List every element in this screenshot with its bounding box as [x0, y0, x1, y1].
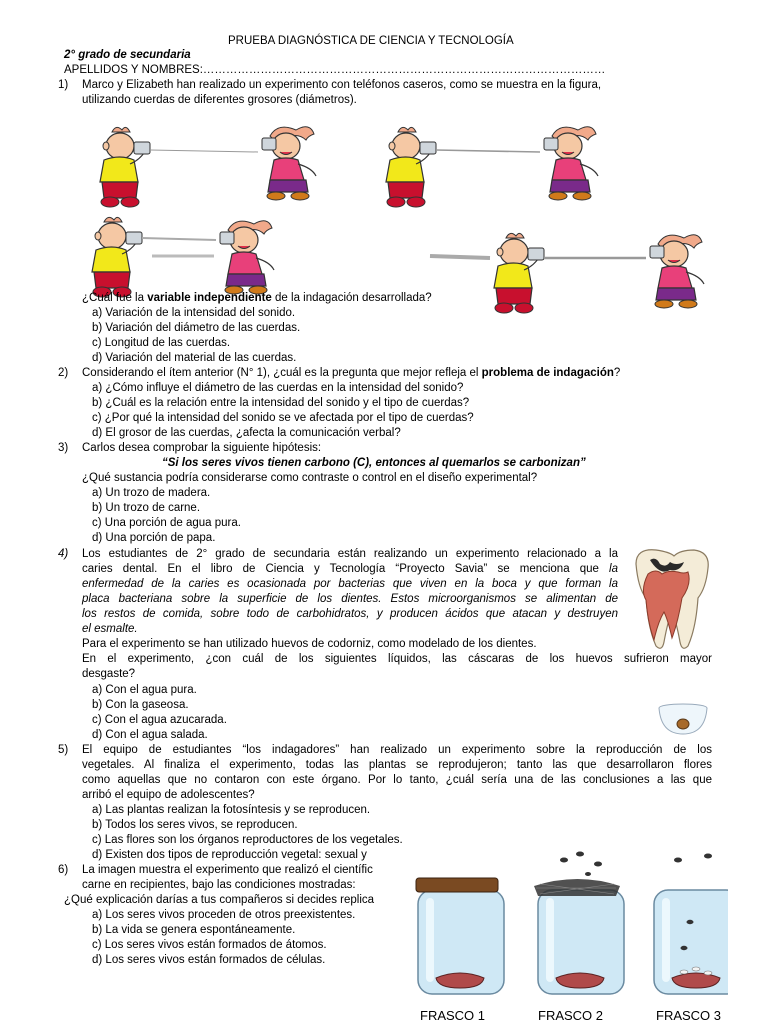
- q4-line1: Los estudiantes de 2° grado de secundaria están realizando un experimento relacionado a la: [82, 548, 618, 560]
- q4-option-a[interactable]: a) Con el agua pura.: [92, 684, 197, 696]
- q5-line4: arribó el equipo de adolescentes?: [82, 789, 255, 801]
- q2-number: 2): [58, 367, 69, 379]
- q3-hypothesis: “Si los seres vivos tienen carbono (C), entonces al quemarlos se carbonizan”: [162, 457, 586, 469]
- jar-1-caption: FRASCO 1: [420, 1008, 486, 1023]
- q3-number: 3): [58, 442, 69, 454]
- egg-in-glass-image: [656, 702, 710, 738]
- q1-option-c[interactable]: c) Longitud de las cuerdas.: [92, 337, 231, 349]
- q5-option-c[interactable]: c) Las flores son los órganos reproductores de los vegetales.: [92, 834, 403, 846]
- redi-experiment-jars-image: [408, 848, 728, 1008]
- q1-text-line1: Marco y Elizabeth han realizado un experimento con teléfonos caseros, como se muestra en la figura,: [82, 79, 602, 91]
- q6-option-b[interactable]: b) La vida se genera espontáneamente.: [92, 924, 296, 936]
- q2-stem-bold: problema de indagación: [481, 367, 614, 379]
- page-title: PRUEBA DIAGNÓSTICA DE CIENCIA Y TECNOLOGÍA: [228, 35, 514, 47]
- q6-number: 6): [58, 864, 69, 876]
- q1-text-line2: utilizando cuerdas de diferentes grosores (diámetros).: [82, 94, 357, 106]
- q1-stem-a: ¿Cuál fue la: [82, 292, 148, 304]
- q1-stem: [82, 291, 432, 305]
- q4-line5: los restos de comida, sobre todo de carbohidratos, y producen ácidos que atacan y destruyen: [82, 608, 618, 620]
- q5-line2: vegetales. Al finaliza el experimento, todas las plantas se reprodujeron; tanto las que desarrollaron flores: [82, 759, 712, 771]
- q5-option-a[interactable]: a) Las plantas realizan la fotosíntesis y se reproducen.: [92, 804, 371, 816]
- q5-option-d[interactable]: d) Existen dos tipos de reproducción vegetal: sexual y: [92, 849, 367, 861]
- q6-option-c[interactable]: c) Los seres vivos están formados de átomos.: [92, 939, 327, 951]
- name-field[interactable]: APELLIDOS Y NOMBRES:……………………………………………………………………………………………: [64, 64, 606, 76]
- q4-option-c[interactable]: c) Con el agua azucarada.: [92, 714, 227, 726]
- q5-option-b[interactable]: b) Todos los seres vivos, se reproducen.: [92, 819, 298, 831]
- q4-line4: placa bacteriana sobre la superficie de los dientes. Estos microorganismos se alimentan de: [82, 593, 618, 605]
- q3-stem: Carlos desea comprobar la siguiente hipótesis:: [82, 442, 322, 454]
- q4-line6: el esmalte.: [82, 623, 138, 635]
- q1-stem-c: de la indagación desarrollada?: [271, 292, 432, 304]
- q2-option-b[interactable]: b) ¿Cuál es la relación entre la intensidad del sonido y el tipo de cuerdas?: [92, 397, 470, 409]
- q4-line9: desgaste?: [82, 668, 136, 680]
- q5-number: 5): [58, 744, 69, 756]
- q5-line3: como aquellas que no contaron con este órgano. Por lo tanto, ¿cuál sería una de las conclusiones a las que: [82, 774, 712, 786]
- q5-line1: El equipo de estudiantes “los indagadores” han realizado un experimento sobre la reproducción de los: [82, 744, 712, 756]
- q4-line3: enfermedad de la caries es ocasionada por bacterias que viven en la boca y que forman la: [82, 578, 618, 590]
- q4-line2-b: la: [609, 563, 618, 575]
- grade-label: 2° grado de secundaria: [64, 49, 191, 61]
- tin-can-phone-illustration: [80, 118, 720, 318]
- q6-line2: carne en recipientes, bajo las condiciones mostradas:: [82, 879, 356, 891]
- jar-3-caption: FRASCO 3: [656, 1008, 722, 1023]
- q2-stem-a: Considerando el ítem anterior (N° 1), ¿cuál es la pregunta que mejor refleja el: [82, 367, 482, 379]
- q2-stem: [82, 366, 620, 380]
- q6-option-a[interactable]: a) Los seres vivos proceden de otros preexistentes.: [92, 909, 356, 921]
- q2-option-c[interactable]: c) ¿Por qué la intensidad del sonido se ve afectada por el tipo de cuerdas?: [92, 412, 474, 424]
- fly-icon: [560, 852, 602, 877]
- q3-option-a[interactable]: a) Un trozo de madera.: [92, 487, 211, 499]
- q6-line3: ¿Qué explicación darías a tus compañeros si decides replica: [64, 894, 375, 906]
- q4-line7: Para el experimento se han utilizado huevos de codorniz, como modelado de los dientes.: [82, 638, 537, 650]
- q3-question: ¿Qué sustancia podría considerarse como contraste o control en el diseño experimental?: [82, 472, 538, 484]
- q4-option-b[interactable]: b) Con la gaseosa.: [92, 699, 189, 711]
- jar-2-caption: FRASCO 2: [538, 1008, 604, 1023]
- q1-option-b[interactable]: b) Variación del diámetro de las cuerdas.: [92, 322, 301, 334]
- q1-option-d[interactable]: d) Variación del material de las cuerdas.: [92, 352, 297, 364]
- tooth-cross-section-image: [630, 546, 712, 650]
- q2-option-a[interactable]: a) ¿Cómo influye el diámetro de las cuerdas en la intensidad del sonido?: [92, 382, 464, 394]
- q3-option-c[interactable]: c) Una porción de agua pura.: [92, 517, 241, 529]
- q4-line2-a: caries dental. En el libro de Ciencia y Tecnología “Proyecto Savia” se menciona que: [82, 563, 610, 575]
- q4-line2: [82, 562, 618, 576]
- q4-number: 4): [58, 548, 69, 560]
- q2-option-d[interactable]: d) El grosor de las cuerdas, ¿afecta la comunicación verbal?: [92, 427, 401, 439]
- q2-stem-c: ?: [613, 367, 621, 379]
- q3-option-b[interactable]: b) Un trozo de carne.: [92, 502, 201, 514]
- q4-option-d[interactable]: d) Con el agua salada.: [92, 729, 208, 741]
- q4-line8: En el experimento, ¿con cuál de los siguientes líquidos, las cáscaras de los huevos sufrieron mayor: [82, 653, 712, 665]
- q6-line1: La imagen muestra el experimento que realizó el científic: [82, 864, 373, 876]
- q6-option-d[interactable]: d) Los seres vivos están formados de células.: [92, 954, 326, 966]
- q1-stem-bold: variable independiente: [147, 292, 272, 304]
- q3-option-d[interactable]: d) Una porción de papa.: [92, 532, 216, 544]
- q1-option-a[interactable]: a) Variación de la intensidad del sonido.: [92, 307, 296, 319]
- q1-number: 1): [58, 79, 69, 91]
